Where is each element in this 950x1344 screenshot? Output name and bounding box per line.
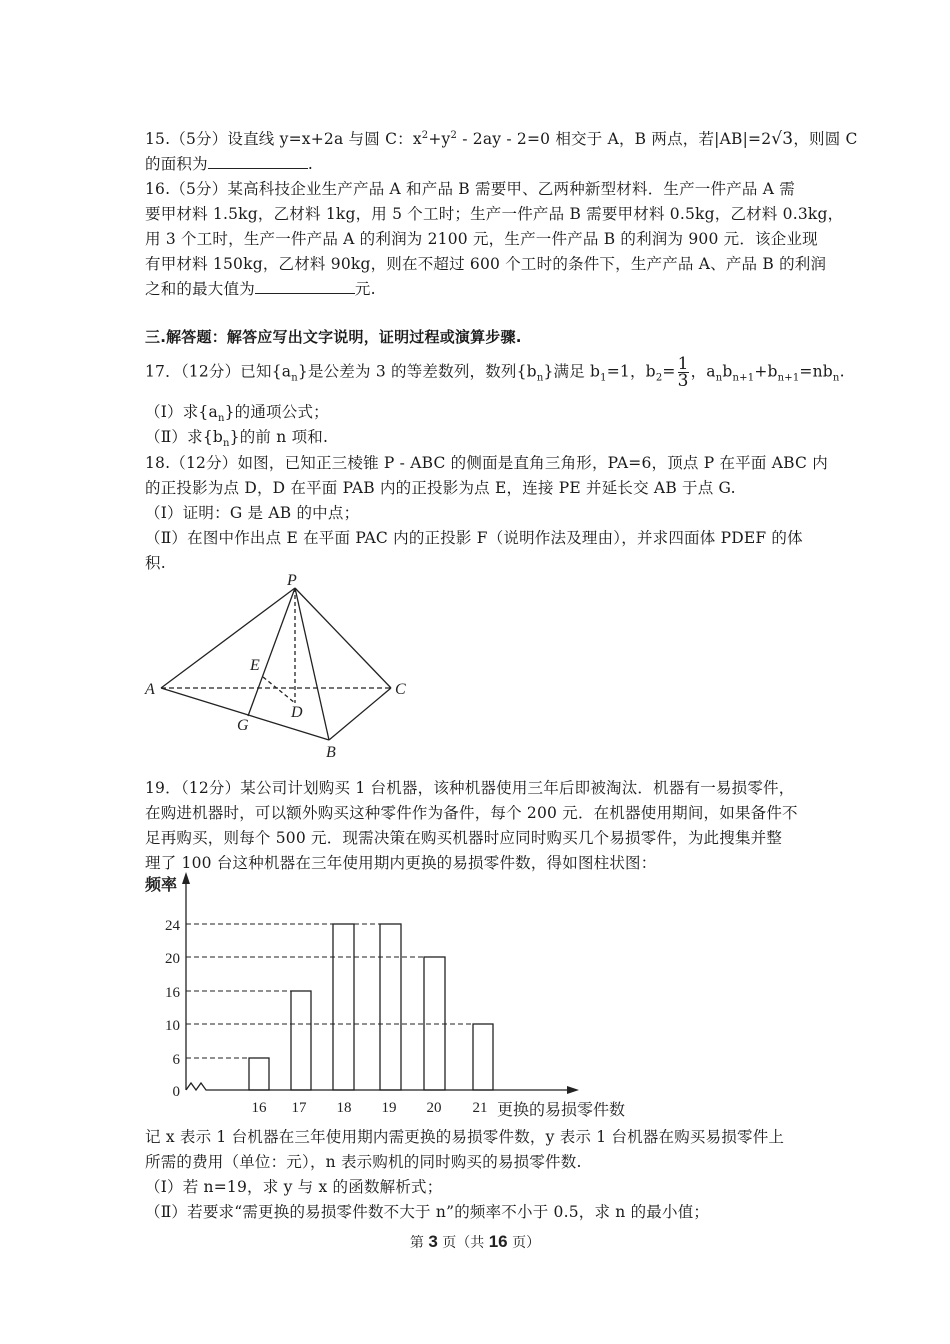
page-footer: [0, 1232, 950, 1252]
subscript: n: [217, 413, 225, 425]
label-P: P: [287, 572, 297, 589]
q17-text: +b: [754, 362, 778, 381]
q15-text: +y: [428, 130, 451, 148]
q16-text: 之和的最大值为: [145, 280, 255, 298]
q18-part2-cont: 积.: [145, 554, 166, 572]
subscript: n: [715, 372, 723, 384]
q17-text: 17．（12分）已知{a: [145, 362, 292, 381]
q16-text: 元.: [354, 280, 376, 298]
q16-line4: 有甲材料 150kg，乙材料 90kg，则在不超过 600 个工时的条件下，生产产品 A、产品 B 的利润: [145, 255, 827, 273]
q19-after1: 记 x 表示 1 台机器在三年使用期内需更换的易损零件数，y 表示 1 台机器在购买易损零件上: [145, 1128, 785, 1146]
q19-line4: 理了 100 台这种机器在三年使用期内更换的易损零件数，得如图柱状图：: [145, 854, 657, 872]
footer-text: 第: [409, 1235, 429, 1251]
xtick-17: 17: [291, 1100, 307, 1116]
q17-text: ，a: [690, 362, 716, 381]
denominator: 3: [677, 371, 689, 391]
page-total: 16: [488, 1232, 508, 1251]
label-A: A: [145, 681, 155, 698]
label-E: E: [250, 657, 260, 674]
ytick-20: 20: [165, 951, 180, 967]
subscript: 1: [600, 372, 607, 384]
exp-2: 2: [450, 129, 458, 141]
xtick-18: 18: [336, 1100, 352, 1116]
q18-line2: 的正投影为点 D，D 在平面 PAB 内的正投影为点 E，连接 PE 并延长交 AB 于点 G.: [145, 479, 736, 497]
subscript: n: [223, 438, 230, 450]
q17-text: （Ⅱ）求{b: [145, 428, 224, 446]
q18-line1: 18.（12分）如图，已知正三棱锥 P - ABC 的侧面是直角三角形，PA=6，顶点 P 在平面 ABC 内: [145, 454, 828, 472]
subscript: n: [291, 372, 298, 384]
label-B: B: [326, 744, 336, 761]
q15-text: 的面积为: [145, 155, 208, 173]
q17-text: b: [722, 362, 733, 381]
bar-18: [333, 924, 354, 1090]
q16-line1: 16.（5分）某高科技企业生产产品 A 和产品 B 需要甲、乙两种新型材料．生产一件产品 A 需: [145, 180, 795, 198]
footer-text: 页）: [507, 1235, 541, 1251]
q17-text: =: [662, 362, 676, 381]
q15-text: 15.（5分）设直线 y=x+2a 与圆 C：x: [145, 130, 422, 148]
subscript: 2: [655, 372, 663, 384]
bar-21: [473, 1024, 493, 1090]
bar-17: [291, 991, 311, 1090]
q18-part2: （Ⅱ）在图中作出点 E 在平面 PAC 内的正投影 F（说明作法及理由），并求四面体 PDEF 的体: [145, 529, 803, 547]
q17-text: =nb: [799, 362, 833, 381]
q19-part2: （Ⅱ）若要求“需更换的易损零件数不大于 n”的频率不小于 0.5，求 n 的最小值；: [145, 1203, 710, 1221]
sqrt-3: √3: [771, 129, 794, 149]
label-C: C: [395, 681, 406, 698]
subscript: n: [536, 372, 544, 384]
q15-text: ，则圆 C: [793, 130, 858, 148]
y-axis-label: 频率: [145, 875, 178, 894]
q19-line1: 19．（12分）某公司计划购买 1 台机器，该种机器使用三年后即被淘汰．机器有一易损零件，: [145, 779, 795, 797]
q17-text: }的前 n 项和.: [229, 428, 329, 446]
section-heading: 三.解答题：解答应写出文字说明，证明过程或演算步骤.: [145, 328, 522, 346]
ytick-6: 6: [172, 1052, 180, 1068]
x-axis-label: 更换的易损零件数: [497, 1100, 626, 1119]
q19-line3: 足再购买，则每个 500 元．现需决策在购买机器时应同时购买几个易损零件，为此搜集并整: [145, 829, 783, 847]
q16-line2: 要甲材料 1.5kg，乙材料 1kg，用 5 个工时；生产一件产品 B 需要甲材料 0.5kg，乙材料 0.3kg，: [145, 205, 844, 223]
footer-text: 页（共: [437, 1235, 489, 1251]
subscript: n+1: [777, 372, 800, 384]
subscript: n: [832, 372, 840, 384]
exp-2: 2: [421, 129, 429, 141]
q17-text: .: [839, 362, 845, 381]
numerator: 1: [677, 354, 689, 374]
q16-line3: 用 3 个工时，生产一件产品 A 的利润为 2100 元，生产一件产品 B 的利润为 900 元．该企业现: [145, 230, 818, 248]
xtick-16: 16: [251, 1100, 267, 1116]
q17-text: （Ⅰ）求{a: [145, 403, 218, 421]
q17-text: }是公差为 3 的等差数列，数列{b: [297, 362, 537, 381]
q17-text: =1，b: [606, 362, 656, 381]
ytick-10: 10: [165, 1018, 180, 1034]
ytick-0: 0: [172, 1084, 180, 1100]
q17-text: }的通项公式；: [224, 403, 329, 421]
label-D: D: [291, 704, 303, 721]
bar-16: [249, 1058, 269, 1090]
q15-text: .: [307, 155, 313, 173]
q19-line2: 在购进机器时，可以额外购买这种零件作为备件，每个 200 元．在机器使用期间，如果备件不: [145, 804, 798, 822]
page-number: 3: [428, 1232, 438, 1251]
q18-part1: （Ⅰ）证明：G 是 AB 的中点；: [145, 504, 360, 522]
label-G: G: [237, 717, 249, 734]
xtick-19: 19: [381, 1100, 397, 1116]
bar-19: [380, 924, 401, 1090]
q19-part1: （Ⅰ）若 n=19，求 y 与 x 的函数解析式；: [145, 1178, 443, 1196]
ytick-24: 24: [165, 918, 180, 934]
subscript: n+1: [732, 372, 755, 384]
xtick-21: 21: [472, 1100, 488, 1116]
q19-after2: 所需的费用（单位：元），n 表示购机的同时购买的易损零件数.: [145, 1153, 582, 1171]
xtick-20: 20: [426, 1100, 442, 1116]
q17-text: }满足 b: [543, 362, 601, 381]
ytick-16: 16: [165, 985, 180, 1001]
q15-text: - 2ay - 2=0 相交于 A，B 两点，若|AB|=2: [457, 130, 772, 148]
